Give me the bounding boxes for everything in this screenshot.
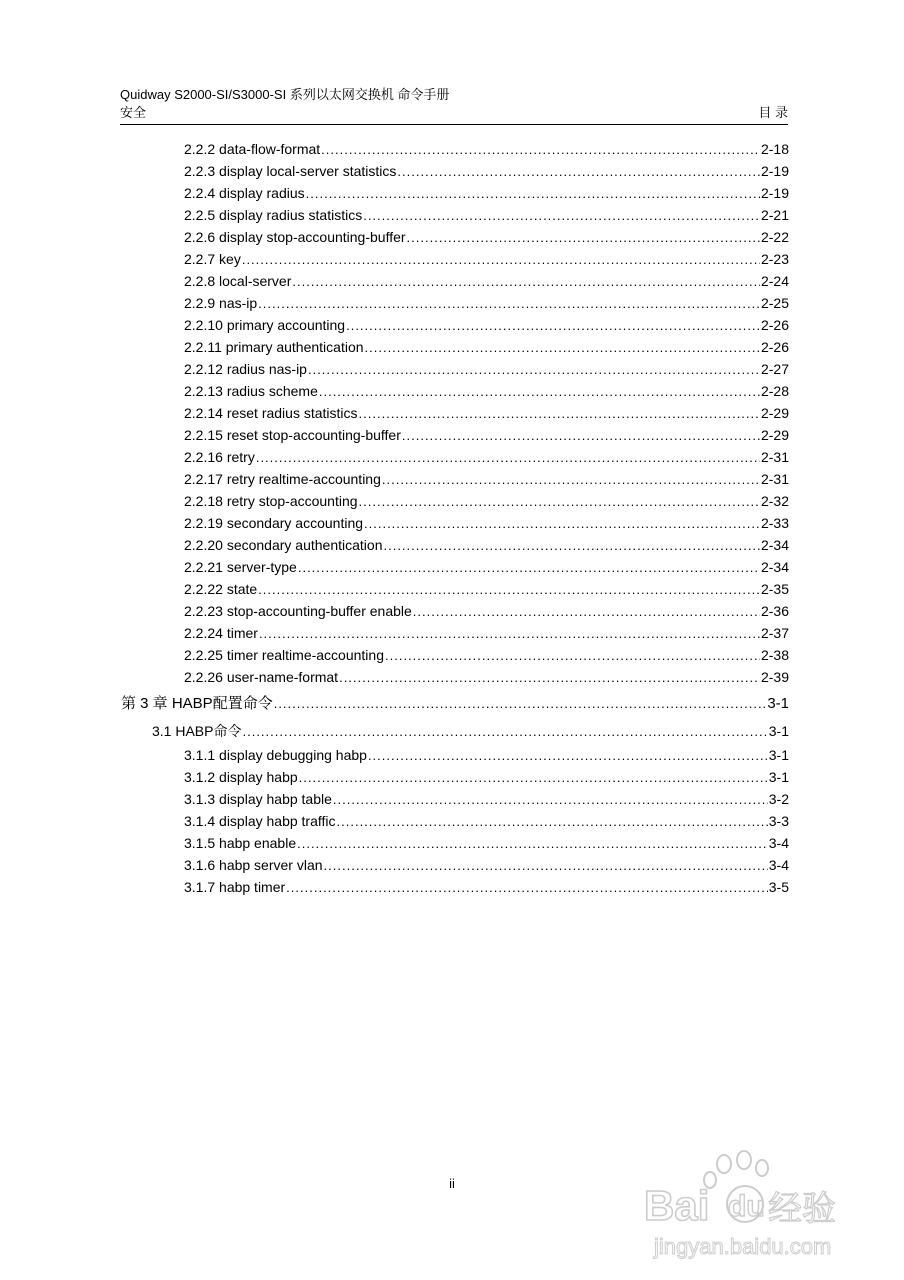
toc-entry[interactable] — [184, 402, 789, 424]
toc-entry-title: 2.2.24 timer — [184, 625, 258, 641]
toc-leader-dots — [339, 667, 760, 689]
toc-entry-title: 3.1.4 display habp traffic — [184, 813, 336, 829]
toc-entry-page: 3-4 — [768, 835, 789, 851]
toc-entry-page: 2-29 — [760, 405, 789, 421]
toc-entry-title: 3.1.2 display habp — [184, 769, 298, 785]
contents-label: 目 录 — [758, 105, 788, 120]
section-line — [120, 104, 788, 122]
toc-leader-dots — [321, 139, 760, 161]
toc-entry-page: 2-26 — [760, 339, 789, 355]
toc-leader-dots — [274, 690, 767, 718]
toc-entry-page: 2-34 — [760, 537, 789, 553]
toc-entry-page: 2-35 — [760, 581, 789, 597]
toc-entry[interactable] — [184, 876, 789, 898]
toc-entry[interactable] — [184, 512, 789, 534]
toc-entry[interactable] — [184, 248, 789, 270]
toc-leader-dots — [297, 833, 768, 855]
toc-entry[interactable] — [184, 490, 789, 512]
toc-leader-dots — [286, 877, 768, 899]
toc-entry-page: 2-28 — [760, 383, 789, 399]
baidu-jingyan-watermark — [640, 1150, 870, 1270]
toc-chapter-entry[interactable] — [121, 690, 789, 718]
toc-entry-page: 3-5 — [768, 879, 789, 895]
toc-entry-page: 2-38 — [760, 647, 789, 663]
toc-entry[interactable] — [184, 622, 789, 644]
toc-entry[interactable] — [184, 744, 789, 766]
toc-leader-dots — [256, 447, 760, 469]
toc-leader-dots — [319, 381, 760, 403]
toc-entry[interactable] — [184, 468, 789, 490]
toc-leader-dots — [299, 767, 768, 789]
toc-entry-page: 2-22 — [760, 229, 789, 245]
toc-entry-page: 2-19 — [760, 185, 789, 201]
toc-entry-page: 2-18 — [760, 141, 789, 157]
toc-leader-dots — [397, 161, 760, 183]
toc-entry-title: 2.2.5 display radius statistics — [184, 207, 363, 223]
toc-entry[interactable] — [184, 534, 789, 556]
toc-entry[interactable] — [184, 644, 789, 666]
toc-leader-dots — [385, 645, 760, 667]
toc-entry-title: 3.1.1 display debugging habp — [184, 747, 367, 763]
toc-entry-page: 3-2 — [768, 791, 789, 807]
toc-leader-dots — [365, 337, 760, 359]
toc-entry-page: 2-19 — [760, 163, 789, 179]
toc-leader-dots — [337, 811, 768, 833]
toc-entry-title: 3.1.5 habp enable — [184, 835, 297, 851]
manual-title: Quidway S2000-SI/S3000-SI 系列以太网交换机 命令手册 — [120, 87, 450, 102]
toc-entry[interactable] — [184, 600, 789, 622]
toc-entry-page: 2-39 — [760, 669, 789, 685]
toc-entry[interactable] — [184, 556, 789, 578]
toc-entry-title: 2.2.14 reset radius statistics — [184, 405, 358, 421]
toc-entry[interactable] — [184, 226, 789, 248]
toc-leader-dots — [298, 557, 760, 579]
toc-entry-page: 2-32 — [760, 493, 789, 509]
toc-leader-dots — [258, 293, 760, 315]
toc-leader-dots — [258, 579, 760, 601]
toc-entry-page: 3-4 — [768, 857, 789, 873]
toc-entry-page: 2-33 — [760, 515, 789, 531]
page-header — [120, 86, 788, 122]
toc-leader-dots — [333, 789, 768, 811]
toc-entry-title: 2.2.22 state — [184, 581, 258, 597]
toc-leader-dots — [383, 535, 759, 557]
toc-entry-page: 3-1 — [767, 695, 789, 712]
toc-leader-dots — [242, 249, 760, 271]
toc-leader-dots — [359, 491, 760, 513]
toc-entry-page: 2-24 — [760, 273, 789, 289]
toc-entry-page: 3-1 — [768, 769, 789, 785]
toc-entry-title: 2.2.19 secondary accounting — [184, 515, 364, 531]
toc-entry-title: 2.2.8 local-server — [184, 273, 292, 289]
toc-entry-title: 2.2.21 server-type — [184, 559, 297, 575]
toc-entry-page: 2-31 — [760, 449, 789, 465]
toc-entry[interactable] — [184, 314, 789, 336]
toc-section-entry[interactable] — [152, 718, 789, 744]
toc-entry-title: 3.1.7 habp timer — [184, 879, 286, 895]
page-number: ii — [449, 1176, 455, 1191]
toc-entry-page: 2-29 — [760, 427, 789, 443]
toc-entry-title: 2.2.3 display local-server statistics — [184, 163, 397, 179]
svg-text:经验: 经验 — [768, 1189, 836, 1229]
toc-entry[interactable] — [184, 832, 789, 854]
toc-entry[interactable] — [184, 380, 789, 402]
toc-leader-dots — [402, 425, 760, 447]
toc-leader-dots — [407, 227, 760, 249]
toc-entry-title: 2.2.13 radius scheme — [184, 383, 318, 399]
toc-entry[interactable] — [184, 204, 789, 226]
toc-entry[interactable] — [184, 766, 789, 788]
toc-entry-page: 2-37 — [760, 625, 789, 641]
toc-leader-dots — [382, 469, 760, 491]
toc-entry-title: 2.2.17 retry realtime-accounting — [184, 471, 381, 487]
toc-entry[interactable] — [184, 160, 789, 182]
svg-text:du: du — [728, 1190, 765, 1223]
toc-leader-dots — [324, 855, 768, 877]
toc-entry-title: 3.1.6 habp server vlan — [184, 857, 323, 873]
toc-entry[interactable] — [184, 270, 789, 292]
toc-entry-title: 第 3 章 HABP配置命令 — [121, 695, 273, 712]
toc-entry-title: 2.2.15 reset stop-accounting-buffer — [184, 427, 401, 443]
toc-entry-page: 2-21 — [760, 207, 789, 223]
toc-entry-page: 2-23 — [760, 251, 789, 267]
toc-entry-page: 2-36 — [760, 603, 789, 619]
toc-entry[interactable] — [184, 292, 789, 314]
toc-entry[interactable] — [184, 138, 789, 160]
toc-entry-page: 2-27 — [760, 361, 789, 377]
toc-entry-title: 2.2.18 retry stop-accounting — [184, 493, 358, 509]
toc-leader-dots — [306, 183, 760, 205]
toc-leader-dots — [346, 315, 760, 337]
toc-leader-dots — [259, 623, 760, 645]
toc-entry[interactable] — [184, 358, 789, 380]
toc-entry[interactable] — [184, 336, 789, 358]
toc-leader-dots — [359, 403, 760, 425]
toc-entry[interactable] — [184, 810, 789, 832]
toc-leader-dots — [413, 601, 760, 623]
toc-entry[interactable] — [184, 578, 789, 600]
toc-entry-title: 2.2.16 retry — [184, 449, 255, 465]
toc-entry-title: 2.2.20 secondary authentication — [184, 537, 383, 553]
toc-entry[interactable] — [184, 446, 789, 468]
watermark-url: jingyan.baidu.com — [654, 1234, 832, 1259]
toc-entry[interactable] — [184, 788, 789, 810]
toc-entry[interactable] — [184, 854, 789, 876]
toc-entry-title: 2.2.4 display radius — [184, 185, 305, 201]
toc-entry-page: 3-3 — [768, 813, 789, 829]
toc-entry-title: 2.2.25 timer realtime-accounting — [184, 647, 384, 663]
toc-entry-page: 2-31 — [760, 471, 789, 487]
toc-entry-title: 2.2.11 primary authentication — [184, 339, 364, 355]
toc-entry-title: 2.2.26 user-name-format — [184, 669, 339, 685]
section-name: 安全 — [120, 105, 147, 120]
toc-entry[interactable] — [184, 666, 789, 688]
toc-entry-title: 2.2.10 primary accounting — [184, 317, 346, 333]
toc-entry[interactable] — [184, 182, 789, 204]
toc-entry-page: 2-34 — [760, 559, 789, 575]
toc-leader-dots — [364, 513, 760, 535]
toc-entry-title: 2.2.6 display stop-accounting-buffer — [184, 229, 406, 245]
toc-entry[interactable] — [184, 424, 789, 446]
toc-leader-dots — [368, 745, 768, 767]
toc-entry-title: 2.2.2 data-flow-format — [184, 141, 321, 157]
toc-entry-page: 3-1 — [768, 747, 789, 763]
svg-text:Bai: Bai — [644, 1182, 710, 1229]
toc-leader-dots — [308, 359, 760, 381]
header-rule — [120, 124, 788, 125]
toc-entry-page: 2-25 — [760, 295, 789, 311]
toc-entry-title: 2.2.9 nas-ip — [184, 295, 258, 311]
toc-leader-dots — [242, 719, 767, 745]
toc-entry-page: 3-1 — [768, 723, 789, 739]
toc-entry-title: 2.2.7 key — [184, 251, 241, 267]
toc-entry-title: 3.1.3 display habp table — [184, 791, 332, 807]
toc-entry-title: 2.2.23 stop-accounting-buffer enable — [184, 603, 412, 619]
toc-entry-title: 2.2.12 radius nas-ip — [184, 361, 307, 377]
toc-leader-dots — [292, 271, 760, 293]
table-of-contents — [0, 138, 904, 898]
toc-entry-page: 2-26 — [760, 317, 789, 333]
toc-leader-dots — [363, 205, 760, 227]
toc-entry-title: 3.1 HABP命令 — [152, 723, 242, 739]
paw-logo-icon — [640, 1150, 870, 1270]
